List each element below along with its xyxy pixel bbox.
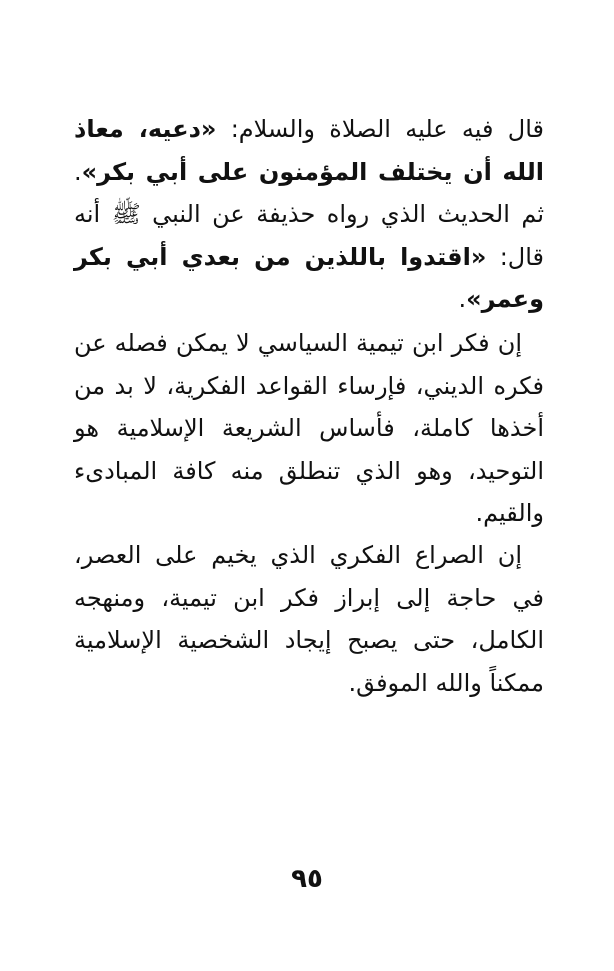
paragraph2-text: إن فكر ابن تيمية السياسي لا يمكن فصله عن فكره الديني، فإرساء القواعد الفكرية، لا بد من أخذها كاملة، فأساس الشريعة الإسلامية هو التوحيد، وهو الذي تنطلق منه كافة المبادىء والقيم. [74,329,544,527]
paragraph1-end: . [458,285,467,313]
paragraph1-hadith-intro: . ثم الحديث الذي رواه حذيفة عن النبي ﷺ أنه قال: [74,157,545,271]
quote-iqtadu: «اقتدوا باللذين من بعدي أبي بكر وعمر» [74,242,544,313]
paragraph-political-religious-thought [74,322,544,535]
page-number: ٩٥ [291,864,323,894]
paragraph-intellectual-conflict [74,534,544,704]
paragraph1-intro: قال فيه عليه الصلاة والسلام: [216,115,544,143]
quote-abu-bakr: «دعيه، معاذ الله أن يختلف المؤمنون على أبي بكر» [74,115,544,186]
paragraph3-text: إن الصراع الفكري الذي يخيم على العصر، في حاجة إلى إبراز فكر ابن تيمية، ومنهجه الكامل، حتى يصبح إيجاد الشخصية الإسلامية ممكناً والله الموفق. [74,541,544,697]
paragraph-hadith-quotes [74,108,544,321]
